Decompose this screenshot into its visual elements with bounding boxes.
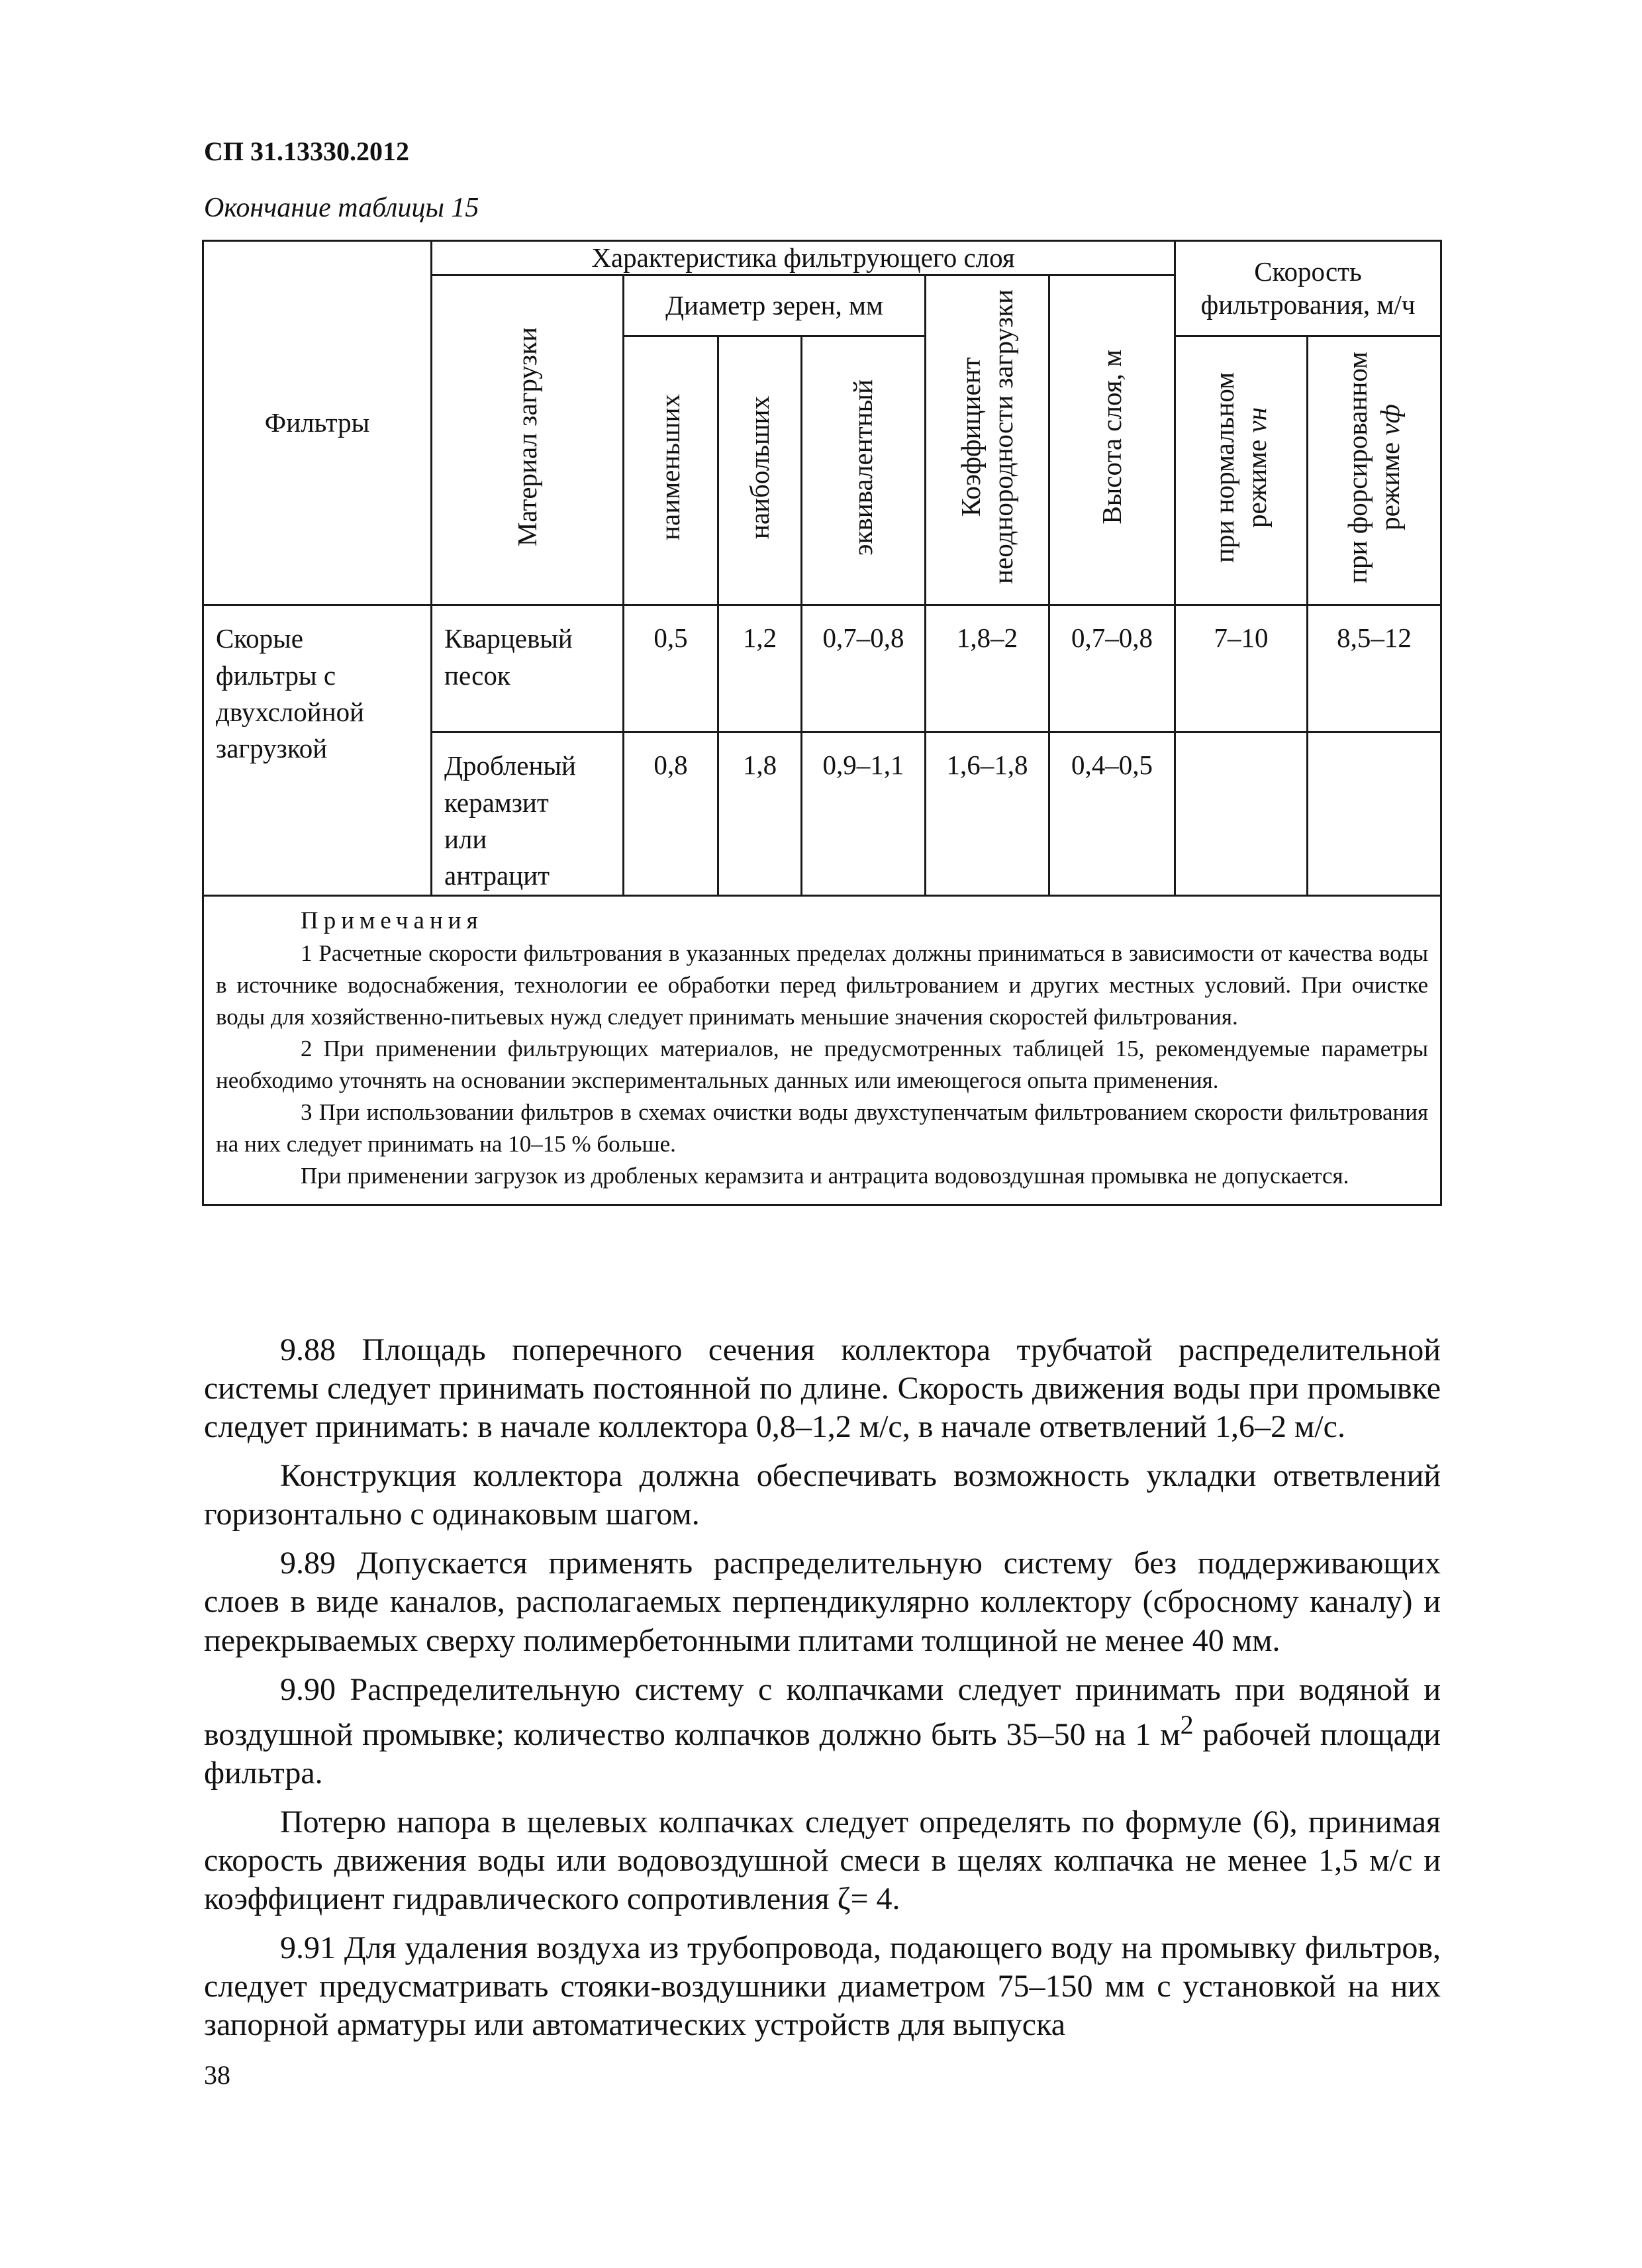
v-forced-cell [1308, 732, 1441, 895]
header-dmin-cell [624, 336, 718, 605]
header-height-cell [1049, 275, 1175, 605]
header-v-forced: при форсированном режиме vф [1342, 351, 1406, 583]
notes-row [203, 895, 1441, 1205]
header-dmax: наибольших [744, 395, 775, 539]
header-height: Высота слоя, м [1096, 349, 1127, 524]
header-grain-diameter: Диаметр зерен, мм [624, 275, 926, 336]
header-coefficient-line2: неоднородности загрузки [988, 289, 1018, 585]
header-dmax-cell [718, 336, 802, 605]
material-cell: Кварцевый песок [432, 605, 624, 732]
paragraph-9-90: 9.90 Распределительную систему с колпачками следует принимать при водяной и воздушной промывке; количество колпачков должно быть 35–50 на 1 $м^2$ рабочей площади фильтра. [204, 1671, 1441, 1791]
v-normal-cell [1175, 732, 1308, 895]
header-layer-characteristics: Характеристика фильтрующего слоя [432, 241, 1175, 275]
header-v-normal-cell [1175, 336, 1308, 605]
filter-table [202, 240, 1442, 1206]
notes [203, 895, 1441, 1205]
header-coefficient-cell [926, 275, 1049, 605]
d-eq-cell: 0,9–1,1 [802, 732, 926, 895]
header-material: Материал загрузки [511, 327, 542, 547]
paragraph-head-loss: Потерю напора в щелевых колпачках следует определять по формуле (6), принимая скорость движения воды или водовоздушной смеси в щелях колпачка не менее 1,5 м/с и коэффициент гидравлического сопротивления ζ= 4. [204, 1804, 1441, 1917]
v-normal-symbol: vн [1241, 407, 1273, 433]
height-cell: 0,7–0,8 [1049, 605, 1175, 732]
header-material-cell [432, 275, 624, 605]
note-item: При применении загрузок из дробленых керамзита и антрацита водовоздушная промывка не допускается. [301, 1162, 1349, 1189]
v-normal-cell: 7–10 [1175, 605, 1308, 732]
header-filters: Фильтры [203, 241, 432, 605]
paragraph-9-91: 9.91 Для удаления воздуха из трубопровода, подающего воду на промывку фильтров, следует предусматривать стояки-воздушники диаметром 75–150 мм с установкой на них запорной арматуры или автоматических устройств для выпуска [204, 1930, 1441, 2043]
table-caption: Окончание таблицы 15 [204, 193, 479, 223]
body-text [204, 1331, 1441, 2055]
header-deq: эквивалентный [847, 379, 879, 556]
header-dmin: наименьших [655, 394, 686, 541]
d-eq-cell: 0,7–0,8 [802, 605, 926, 732]
header-v-forced-cell [1308, 336, 1441, 605]
material-cell: Дробленый керамзит или антрацит [432, 732, 624, 895]
notes-title: Примечания [301, 907, 483, 934]
coefficient-cell: 1,6–1,8 [926, 732, 1049, 895]
d-min-cell: 0,5 [624, 605, 718, 732]
header-coefficient-line1: Коэффициент [955, 357, 986, 517]
height-cell: 0,4–0,5 [1049, 732, 1175, 895]
note-item: 1 Расчетные скорости фильтрования в указанных пределах должны приниматься в зависимости от качества воды в источнике водоснабжения, технологии ее обработки перед фильтрованием и других местных условий. При очистке воды для хозяйственно-питьевых нужд следует принимать меньшие значения скоростей фильтрования. [216, 940, 1429, 1030]
v-forced-symbol: vф [1375, 404, 1406, 436]
paragraph-collector-construction: Конструкция коллектора должна обеспечивать возможность укладки ответвлений горизонтально с одинаковым шагом. [204, 1458, 1441, 1532]
superscript-2: 2 [1180, 1709, 1194, 1740]
document-code: СП 31.13330.2012 [204, 136, 409, 166]
page-number: 38 [204, 2060, 230, 2090]
header-filtration-speed: Скорость фильтрования, м/ч [1175, 241, 1441, 336]
note-item: 2 При применении фильтрующих материалов, не предусмотренных таблицей 15, рекомендуемые параметры необходимо уточнять на основании экспериментальных данных или имеющегося опыта применения. [216, 1036, 1429, 1093]
header-v-normal: при нормальном режиме vн [1209, 371, 1273, 563]
d-min-cell: 0,8 [624, 732, 718, 895]
paragraph-9-89: 9.89 Допускается применять распределительную систему без поддерживающих слоев в виде каналов, располагаемых перпендикулярно коллектору (сбросному каналу) и перекрываемых сверху полимербетонными плитами толщиной не менее 40 мм. [204, 1546, 1441, 1658]
paragraph-9-88: 9.88 Площадь поперечного сечения коллектора трубчатой распределительной системы следует принимать постоянной по длине. Скорость движения воды при промывке следует принимать: в начале коллектора 0,8–1,2 м/с, в начале ответвлений 1,6–2 м/с. [204, 1332, 1441, 1445]
d-max-cell: 1,8 [718, 732, 802, 895]
v-forced-cell: 8,5–12 [1308, 605, 1441, 732]
header-deq-cell [802, 336, 926, 605]
header-coefficient [955, 289, 1020, 584]
filter-name-cell: Скорые фильтры с двухслойной загрузкой [203, 605, 432, 895]
table-row [203, 605, 1441, 732]
coefficient-cell: 1,8–2 [926, 605, 1049, 732]
d-max-cell: 1,2 [718, 605, 802, 732]
note-item: 3 При использовании фильтров в схемах очистки воды двухступенчатым фильтрованием скорости фильтрования на них следует принимать на 10–15 % больше. [216, 1099, 1429, 1157]
